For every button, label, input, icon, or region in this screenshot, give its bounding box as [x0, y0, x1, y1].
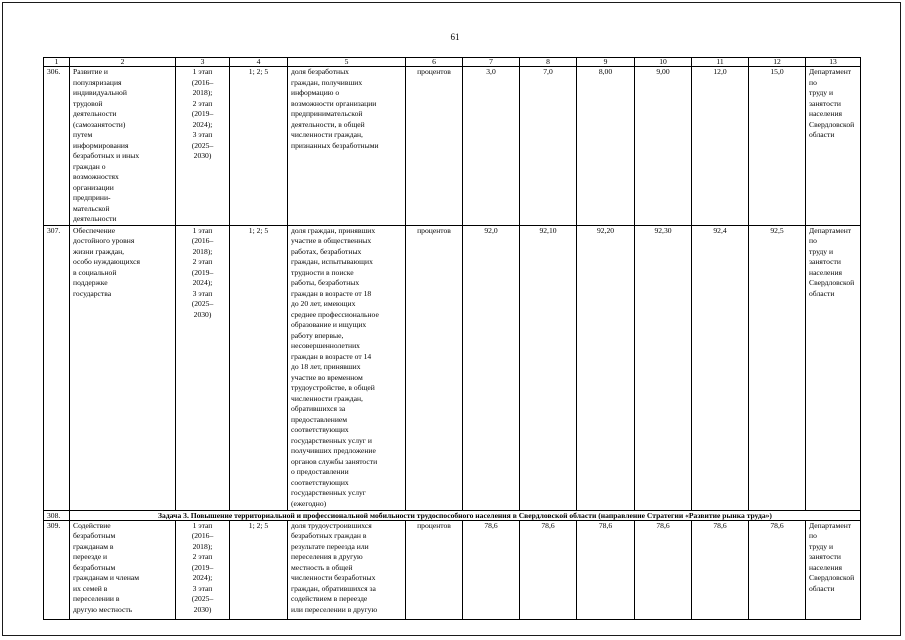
stages-cell: 1 этап (2016– 2018); 2 этап (2019– 2024); 3 этап (2025– 2030) — [176, 520, 230, 619]
indicators-table — [43, 57, 861, 620]
row-number: 306. — [44, 67, 70, 226]
measure-name: Развитие и популяризация индивидуальной трудовой деятельности (самозанятости) путем информирования безработных и иных граждан о возможностях организации предприни- мательской деятельности — [70, 67, 176, 226]
table-row — [44, 225, 861, 510]
value-cell: 92,5 — [749, 225, 806, 510]
measure-name: Содействие безработным гражданам в переезде и безработным гражданам и членам их семей в переселении в другую местность — [70, 520, 176, 619]
value-cell: 78,6 — [635, 520, 692, 619]
header-cell: 5 — [288, 58, 406, 67]
value-cell: 15,0 — [749, 67, 806, 226]
header-cell: 9 — [577, 58, 635, 67]
header-cell: 6 — [406, 58, 463, 67]
goals-cell: 1; 2; 5 — [230, 225, 288, 510]
value-cell: 78,6 — [749, 520, 806, 619]
executor-cell: Департамент по труду и занятости населения Свердловской области — [806, 225, 861, 510]
value-cell: 78,6 — [520, 520, 577, 619]
header-cell: 12 — [749, 58, 806, 67]
unit-cell: процентов — [406, 225, 463, 510]
table-row — [44, 67, 861, 226]
table-row — [44, 520, 861, 619]
row-number: 309. — [44, 520, 70, 619]
value-cell: 12,0 — [692, 67, 749, 226]
executor-cell: Департамент по труду и занятости населения Свердловской области — [806, 67, 861, 226]
executor-cell: Департамент по труду и занятости населения Свердловской области — [806, 520, 861, 619]
row-number: 308. — [44, 510, 70, 520]
goals-cell: 1; 2; 5 — [230, 67, 288, 226]
header-cell: 7 — [463, 58, 520, 67]
header-cell: 11 — [692, 58, 749, 67]
unit-cell: процентов — [406, 67, 463, 226]
value-cell: 3,0 — [463, 67, 520, 226]
value-cell: 7,0 — [520, 67, 577, 226]
header-cell: 1 — [44, 58, 70, 67]
indicator-cell: доля граждан, принявших участие в общественных работах, безработных граждан, испытывающих трудности в поиске работы, безработных граждан в возрасте от 18 до 20 лет, имеющих среднее профессиональное образование и ищущих работу впервые, несовершеннолетних граждан в возрасте от 14 до 18 лет, принявших участие во временном трудоустройстве, в общей численности граждан, обратившихся за предоставлением соответствующих государственных услуг и получивших предложение органов службы занятости о предоставлении соответствующих государственных услуг (ежегодно) — [288, 225, 406, 510]
value-cell: 92,4 — [692, 225, 749, 510]
page-number: 61 — [450, 32, 460, 42]
value-cell: 92,10 — [520, 225, 577, 510]
task-row — [44, 510, 861, 520]
value-cell: 92,0 — [463, 225, 520, 510]
header-cell: 8 — [520, 58, 577, 67]
header-row — [44, 58, 861, 67]
stages-cell: 1 этап (2016– 2018); 2 этап (2019– 2024); 3 этап (2025– 2030) — [176, 225, 230, 510]
measure-name: Обеспечение достойного уровня жизни граждан, особо нуждающихся в социальной поддержке государства — [70, 225, 176, 510]
header-cell: 3 — [176, 58, 230, 67]
goals-cell: 1; 2; 5 — [230, 520, 288, 619]
header-cell: 2 — [70, 58, 176, 67]
header-cell: 4 — [230, 58, 288, 67]
header-cell: 10 — [635, 58, 692, 67]
stages-cell: 1 этап (2016– 2018); 2 этап (2019– 2024); 3 этап (2025– 2030) — [176, 67, 230, 226]
task-heading: Задача 3. Повышение территориальной и профессиональной мобильности трудоспособного населения в Свердловской области (направление Стратегии «Развитие рынка труда») — [70, 510, 861, 520]
unit-cell: процентов — [406, 520, 463, 619]
indicator-cell: доля трудоустроившихся безработных граждан в результате переезда или переселения в другую местность в общей численности безработных граждан, обратившихся за содействием в переезде или переселении в другую — [288, 520, 406, 619]
value-cell: 8,00 — [577, 67, 635, 226]
value-cell: 92,20 — [577, 225, 635, 510]
value-cell: 78,6 — [577, 520, 635, 619]
value-cell: 78,6 — [692, 520, 749, 619]
value-cell: 92,30 — [635, 225, 692, 510]
indicator-cell: доля безработных граждан, получивших информацию о возможности организации предпринимательской деятельности, в общей численности граждан, признанных безработными — [288, 67, 406, 226]
header-cell: 13 — [806, 58, 861, 67]
value-cell: 78,6 — [463, 520, 520, 619]
value-cell: 9,00 — [635, 67, 692, 226]
row-number: 307. — [44, 225, 70, 510]
